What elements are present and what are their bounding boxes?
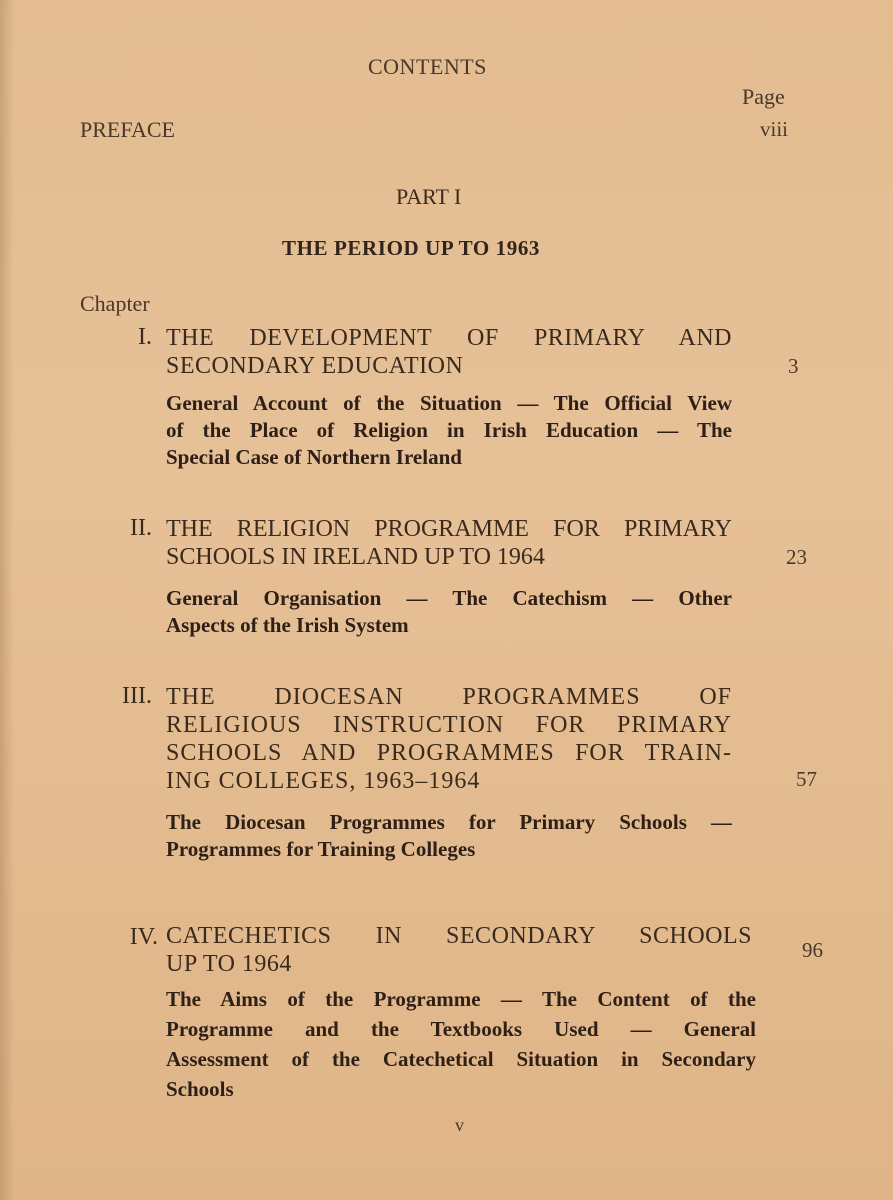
chapter-column-label: Chapter [80,291,150,316]
chapter-title-line: SCHOOLS IN IRELAND UP TO 1964 [166,544,545,570]
chapter-title [166,922,752,978]
preface-entry-page: viii [760,117,789,141]
chapter-title-line: SECONDARY EDUCATION [166,353,464,379]
chapter-number: I. [138,324,152,350]
chapter-page-number: 57 [796,767,817,791]
chapter-summary-line: Programmes for Training Colleges [166,837,476,861]
chapter-page-number: 23 [786,545,807,569]
chapter-summary [166,809,732,863]
page-folio: v [455,1115,464,1135]
chapter-page-number: 96 [802,938,823,962]
part-title: THE PERIOD UP TO 1963 [282,236,541,260]
chapter-title [166,683,732,795]
chapter-title [166,515,732,571]
chapter-summary [166,390,732,471]
chapter-number: IV. [129,924,158,950]
chapter-summary-line: Assessment of the Catechetical Situation in Secondary [166,1047,756,1071]
chapter-number: II. [130,515,152,541]
part-label: PART I [396,184,462,209]
chapter-summary-line: Programme and the Textbooks Used — General [166,1017,756,1041]
chapter-summary-line: of the Place of Religion in Irish Education — The [166,418,732,442]
chapter-number: III. [122,683,152,709]
chapter-title-line: ING COLLEGES, 1963–1964 [166,768,481,794]
chapter-summary [166,585,732,639]
chapter-title [166,324,732,380]
chapter-summary-line: General Account of the Situation — The Official View [166,391,732,415]
chapter-summary-line: General Organisation — The Catechism — Other [166,586,732,610]
chapter-title-line: THE DIOCESAN PROGRAMMES OF [166,684,732,710]
contents-heading: CONTENTS [368,54,487,79]
chapter-title-line: UP TO 1964 [166,951,292,977]
preface-entry-label: PREFACE [80,117,175,142]
chapter-title-line: RELIGIOUS INSTRUCTION FOR PRIMARY [166,712,732,738]
chapter-title-line: CATECHETICS IN SECONDARY SCHOOLS [166,923,752,949]
chapter-summary-line: The Diocesan Programmes for Primary Schools — [166,810,732,834]
chapter-title-line: SCHOOLS AND PROGRAMMES FOR TRAIN- [166,740,732,766]
page-column-label: Page [742,84,785,109]
chapter-title-line: THE DEVELOPMENT OF PRIMARY AND [166,325,732,351]
chapter-summary [166,984,756,1104]
chapter-page-number: 3 [788,354,799,378]
chapter-summary-line: Schools [166,1077,234,1101]
chapter-summary-line: The Aims of the Programme — The Content of the [166,987,756,1011]
chapter-summary-line: Special Case of Northern Ireland [166,445,462,469]
chapter-title-line: THE RELIGION PROGRAMME FOR PRIMARY [166,516,732,542]
chapter-summary-line: Aspects of the Irish System [166,613,409,637]
page-edge-shadow [0,0,14,1200]
